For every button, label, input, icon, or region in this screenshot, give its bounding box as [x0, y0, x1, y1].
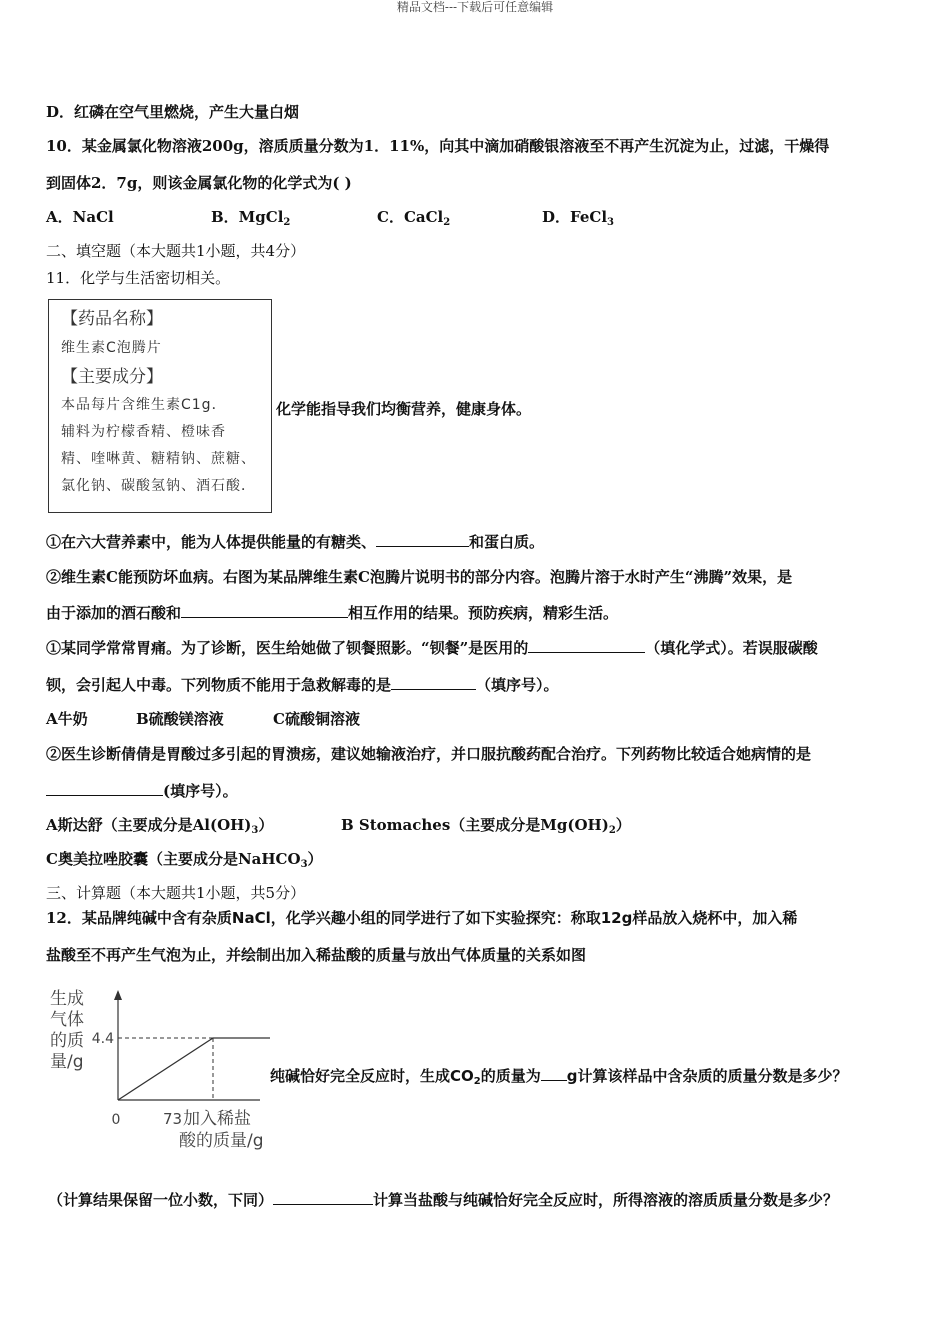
drug-box-para-line: 精、喹啉黄、糖精钠、蔗糖、: [61, 451, 256, 467]
q11-s4-line2: (填序号）。: [46, 781, 238, 801]
q11-s2-line1: ②维生素C能预防坏血病。右图为某品牌维生素C泡腾片说明书的部分内容。泡腾片溶于水时产生“沸腾”效果，是: [46, 568, 793, 586]
drug-box-title-ingredients: 【主要成分】: [61, 367, 163, 387]
q10-option-d: D．FeCl$_3$: [542, 208, 614, 228]
q9-option-d: D．红磷在空气里燃烧，产生大量白烟: [46, 103, 300, 121]
drug-box-title-name: 【药品名称】: [61, 309, 163, 329]
q11-s3-option-c: C硫酸铜溶液: [273, 710, 360, 728]
answer-blank[interactable]: [46, 781, 163, 796]
q11-side-text: 化学能指导我们均衡营养，健康身体。: [276, 400, 532, 418]
q11-s3-line2: 钡，会引起人中毒。下列物质不能用于急救解毒的是 （填序号）。: [46, 676, 559, 694]
q11-s1: ①在六大营养素中，能为人体提供能量的有糖类、 和蛋白质。: [46, 533, 545, 551]
answer-blank[interactable]: [391, 675, 476, 690]
y-axis-label: 气体: [50, 1010, 84, 1030]
answer-blank[interactable]: [273, 1190, 373, 1205]
y-axis-label: 生成: [50, 989, 84, 1009]
q11-s4-option-a: A斯达舒（主要成分是$Al(OH)_3$）: [46, 816, 274, 836]
y-axis-label: 量/g: [50, 1052, 84, 1072]
drug-box-para-line: 氯化钠、碳酸氢钠、酒石酸．: [61, 478, 256, 494]
q10-option-c: C．CaCl$_2$: [377, 208, 451, 228]
answer-blank[interactable]: [528, 638, 645, 653]
q11-s4-option-b: B Stomaches（主要成分是$Mg(OH)_2$）: [341, 816, 631, 836]
drug-box-para-line: 辅料为柠檬香精、橙味香: [61, 424, 226, 440]
drug-label-box: [48, 299, 272, 513]
answer-blank[interactable]: [181, 603, 348, 618]
answer-blank[interactable]: [376, 532, 469, 547]
answer-blank[interactable]: [541, 1066, 567, 1081]
q12-side-text: 纯碱恰好完全反应时，生成$CO_2$的质量为 g计算该样品中含杂质的质量分数是多少？: [270, 1067, 848, 1087]
drug-box-para-line: 本品每片含维生素C1g．: [61, 397, 227, 413]
page-header: 精品文档---下载后可任意编辑: [396, 0, 554, 14]
q12-stem-line1: 12．某品牌纯碱中含有杂质NaCl，化学兴趣小组的同学进行了如下实验探究：称取12g样品放入烧杯中，加入稀: [46, 909, 798, 927]
x-axis-label: 酸的质量/g: [179, 1131, 264, 1151]
q11-s3-line1: ①某同学常常胃痛。为了诊断，医生给她做了钡餐照影。“钡餐”是医用的 （填化学式）。若误服碳酸: [46, 639, 818, 657]
x-tick-label: 73: [163, 1110, 183, 1128]
q11-stem: 11．化学与生活密切相关。: [46, 269, 231, 287]
chart-layer: [50, 989, 270, 1151]
origin-label: 0: [111, 1112, 121, 1128]
q11-s3-option-a: A牛奶: [46, 710, 88, 728]
q10-stem-line1: 10．某金属氯化物溶液200g，溶质质量分数为1．11%，向其中滴加硝酸银溶液至不再产生沉淀为止，过滤，干燥得: [46, 137, 830, 155]
q10-stem-line2: 到固体2．7g，则该金属氯化物的化学式为( ): [46, 174, 352, 192]
q12-stem-line2: 盐酸至不再产生气泡为止，并绘制出加入稀盐酸的质量与放出气体质量的关系如图: [46, 946, 587, 964]
q11-s3-option-b: B硫酸镁溶液: [136, 710, 224, 728]
y-tick-label: 4.4: [91, 1031, 114, 1047]
q10-options: [46, 207, 614, 233]
q11-s4-options-ab: [46, 815, 631, 841]
x-axis-label: 加入稀盐: [183, 1109, 251, 1129]
series-line: [118, 1038, 270, 1100]
y-axis-arrow: [114, 990, 122, 1000]
drug-box-name: 维生素C泡腾片: [61, 340, 162, 356]
q12-last-line: （计算结果保留一位小数，下同） 计算当盐酸与纯碱恰好完全反应时，所得溶液的溶质质量分数是多少？: [48, 1191, 839, 1209]
q11-s4-option-c: C奥美拉唑胶囊（主要成分是NaHCO$_3$）: [46, 850, 323, 870]
q10-option-a: A．NaCl: [46, 208, 114, 226]
q10-option-b: B．MgCl$_2$: [211, 208, 291, 228]
gas-mass-chart: [46, 984, 270, 1154]
section2-heading: 二、填空题（本大题共1小题，共4分）: [46, 242, 306, 260]
q11-s2-line2: 由于添加的酒石酸和 相互作用的结果。预防疾病，精彩生活。: [46, 604, 619, 622]
y-axis-label: 的质: [50, 1031, 84, 1051]
q11-s4-line1: ②医生诊断倩倩是胃酸过多引起的胃溃疡，建议她输液治疗，并口服抗酸药配合治疗。下列药物比较适合她病情的是: [46, 745, 812, 763]
section3-heading: 三、计算题（本大题共1小题，共5分）: [46, 884, 306, 902]
q11-s3-options: [46, 709, 360, 729]
